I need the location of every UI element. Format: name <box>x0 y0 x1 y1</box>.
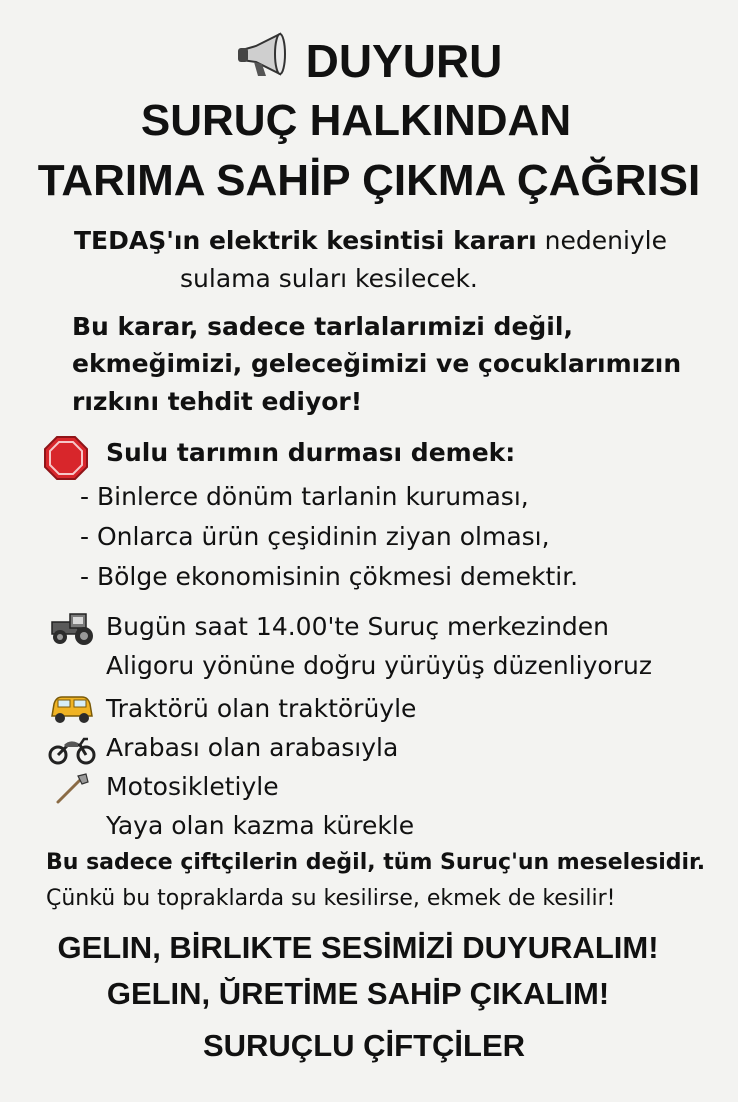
threat-line-3: rızkını tehdit ediyor! <box>72 387 363 416</box>
megaphone-icon <box>236 30 292 91</box>
march-tractor-line: Traktörü olan traktörüyle <box>106 694 417 723</box>
list-item: - Onlarca ürün çeşidinin ziyan olması, <box>80 522 550 551</box>
list-item: - Binlerce dönüm tarlanin kuruması, <box>80 482 529 511</box>
stop-sign-icon <box>44 436 88 484</box>
stop-heading: Sulu tarımın durması demek: <box>106 438 516 467</box>
signature: SURUÇLU ÇİFTÇİLER <box>202 1028 526 1063</box>
tractor-icon <box>48 612 96 650</box>
shovel-icon <box>52 772 92 810</box>
call-line-2: GELIN, ŬRETİME SAHİP ÇIKALIM! <box>106 976 610 1011</box>
march-moto-line: Motosikletiyle <box>106 772 279 801</box>
call-line-1: GELIN, BİRLIKTE SESİMİZİ DUYURALIM! <box>57 930 659 965</box>
list-item: - Bölge ekonomisinin çökmesi demektir. <box>80 562 579 591</box>
title-line-2: SURUÇ HALKINDAN <box>140 96 572 145</box>
headline-duyuru <box>0 30 738 91</box>
march-car-line: Arabası olan arabasıyla <box>106 733 399 762</box>
motorcycle-icon <box>48 733 96 769</box>
march-walk-line: Yaya olan kazma kürekle <box>106 811 415 840</box>
intro-rest: nedeniyle <box>536 226 668 255</box>
threat-line-2: ekmeğimizi, geleceğimizi ve çocuklarımızın <box>72 349 682 378</box>
march-line-1: Bugün saat 14.00'te Suruç merkezinden <box>106 612 610 641</box>
intro-line-2: sulama suları kesilecek. <box>180 264 478 293</box>
closing-line-2: Çünkü bu topraklarda su kesilirse, ekmek de kesilir! <box>46 886 616 911</box>
car-icon <box>48 694 96 730</box>
title-line-3: TARIMA SAHİP ÇIKMA ÇAĞRISI <box>37 156 701 205</box>
title-line-1: DUYURU <box>305 34 503 87</box>
threat-line-1: Bu karar, sadece tarlalarımizi değil, <box>72 312 573 341</box>
closing-line-1: Bu sadece çiftçilerin değil, tüm Suruç'un meselesidir. <box>46 850 706 875</box>
intro-bold: TEDAŞ'ın elektrik kesintisi kararı <box>74 226 537 255</box>
march-line-2: Aligoru yönüne doğru yürüyüş düzenliyoruz <box>106 651 652 680</box>
intro-line-1 <box>74 226 667 255</box>
